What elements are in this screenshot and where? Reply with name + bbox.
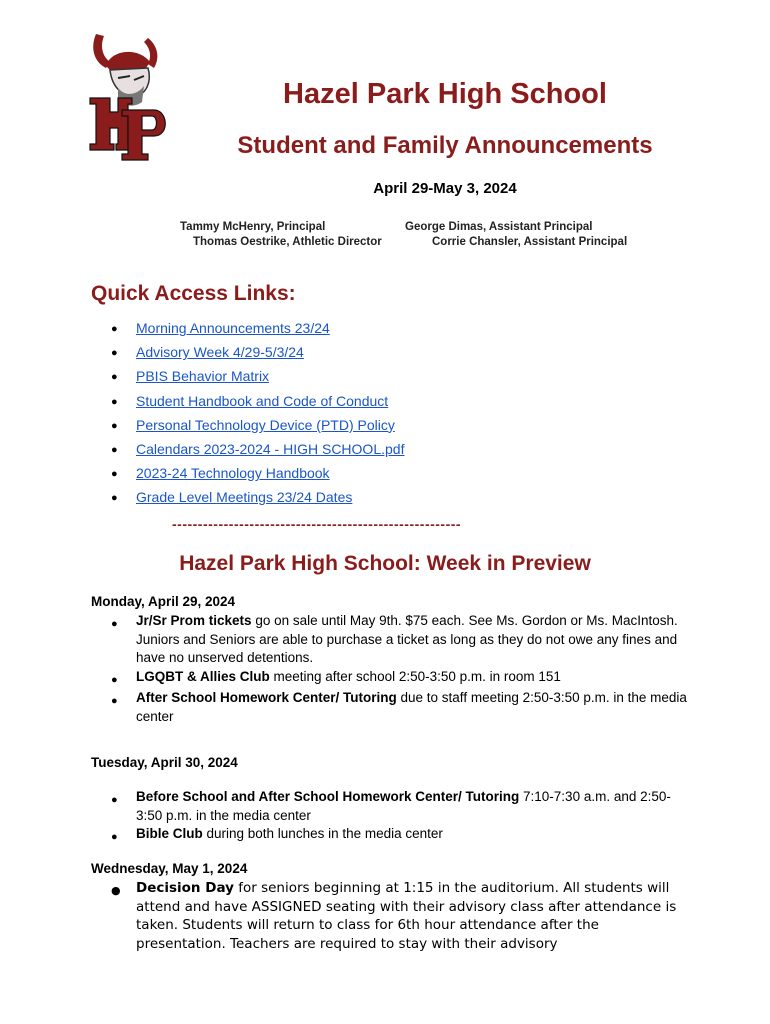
list-item [111, 825, 691, 847]
bullet-icon: ● [111, 618, 118, 630]
item-title: Jr/Sr Prom tickets [136, 613, 252, 628]
bullet-icon: ● [111, 323, 118, 335]
hp-letters [90, 98, 165, 160]
wednesday-items [111, 879, 691, 953]
bullet-icon: ● [111, 492, 118, 505]
item-text: 7:10-7:30 a.m. and 2:50-3:50 p.m. in the media center [136, 789, 671, 823]
bullet-icon: ● [111, 831, 118, 843]
list-item [111, 489, 404, 513]
list-item [111, 879, 691, 953]
school-title: Hazel Park High School [283, 78, 607, 110]
list-item [111, 612, 691, 668]
item-title: After School Homework Center/ Tutoring [136, 690, 397, 705]
list-item [111, 368, 404, 392]
link-pbis-matrix[interactable]: PBIS Behavior Matrix [136, 368, 270, 385]
item-text: go on sale until May 9th. $75 each. See Ms. Gordon or Ms. MacIntosh. Juniors and Seniors are able to purchase a ticket as long as they do not owe any fines and have no unserved detentions. [136, 613, 678, 665]
day-heading-monday: Monday, April 29, 2024 [91, 594, 236, 609]
bullet-icon: ● [111, 347, 118, 360]
link-ptd-policy[interactable]: Personal Technology Device (PTD) Policy [136, 416, 395, 433]
bullet-icon: ● [111, 695, 118, 707]
staff-principal: Tammy McHenry, Principal [180, 221, 326, 233]
item-text: during both lunches in the media center [202, 826, 443, 841]
list-item [111, 668, 691, 690]
staff-athletic-director: Thomas Oestrike, Athletic Director [193, 236, 382, 248]
day-heading-tuesday: Tuesday, April 30, 2024 [91, 755, 238, 770]
announcements-title: Student and Family Announcements [237, 132, 653, 159]
quick-links-list [111, 320, 404, 514]
bullet-icon: ● [111, 673, 118, 686]
item-title: Decision Day [136, 880, 234, 896]
staff-assistant-principal-2: Corrie Chansler, Assistant Principal [432, 236, 628, 248]
list-item [111, 417, 404, 441]
link-calendars[interactable]: Calendars 2023-2024 - HIGH SCHOOL.pdf [136, 440, 405, 457]
list-item [111, 788, 691, 825]
bullet-icon: ● [111, 794, 118, 806]
viking-mascot-icon [93, 34, 157, 106]
list-item [111, 393, 404, 417]
item-title: Before School and After School Homework Center/ Tutoring [136, 789, 520, 804]
bullet-icon: ● [111, 395, 118, 408]
staff-assistant-principal-1: George Dimas, Assistant Principal [405, 221, 593, 233]
list-item [111, 465, 404, 489]
list-item [111, 689, 691, 726]
tuesday-items [111, 788, 691, 847]
item-title: Bible Club [136, 826, 203, 841]
list-item [111, 441, 404, 465]
link-grade-level-meetings[interactable]: Grade Level Meetings 23/24 Dates [136, 489, 353, 506]
date-range: April 29-May 3, 2024 [373, 180, 517, 197]
bullet-icon: ● [111, 371, 118, 384]
item-text: due to staff meeting 2:50-3:50 p.m. in the media center [136, 690, 687, 724]
day-heading-wednesday: Wednesday, May 1, 2024 [91, 861, 248, 876]
link-advisory-week[interactable]: Advisory Week 4/29-5/3/24 [136, 344, 304, 361]
bullet-icon: ● [111, 419, 118, 432]
link-technology-handbook[interactable]: 2023-24 Technology Handbook [136, 465, 330, 482]
link-student-handbook[interactable]: Student Handbook and Code of Conduct [136, 392, 389, 409]
item-title: LGQBT & Allies Club [136, 668, 270, 684]
bullet-icon: ● [111, 443, 118, 456]
link-morning-announcements[interactable]: Morning Announcements 23/24 [136, 320, 330, 336]
section-divider: -------------------------------------------------------- [172, 516, 462, 532]
bullet-icon: ● [111, 884, 121, 897]
bullet-icon: ● [111, 468, 118, 481]
week-preview-heading: Hazel Park High School: Week in Preview [179, 552, 591, 575]
item-text: meeting after school 2:50-3:50 p.m. in room 151 [269, 668, 561, 684]
list-item [111, 320, 404, 344]
item-text: for seniors beginning at 1:15 in the auditorium. All students will attend and have ASSIGNED seating with their advisory class after attendance is taken. Students will return to class for 6th hour attendance after the presentation. Teachers are required to stay with their advisory [136, 880, 677, 952]
list-item [111, 344, 404, 368]
quick-links-heading: Quick Access Links: [91, 282, 296, 305]
monday-items [111, 612, 691, 726]
